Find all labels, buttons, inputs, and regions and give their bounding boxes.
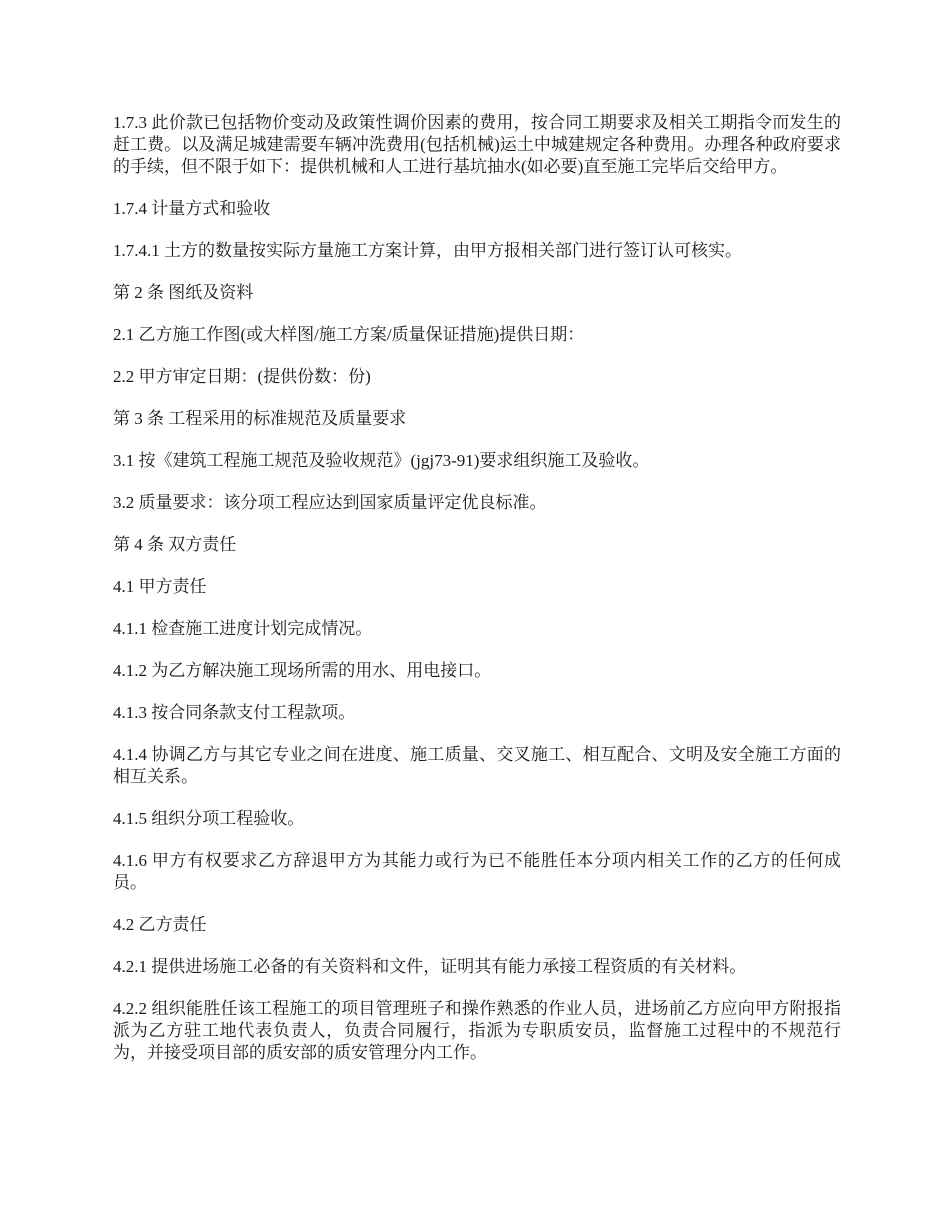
paragraph-4-2: 4.2 乙方责任 xyxy=(113,915,207,934)
paragraph-3-1: 3.1 按《建筑工程施工规范及验收规范》(jgj73-91)要求组织施工及验收。 xyxy=(113,451,650,470)
document-page xyxy=(113,112,841,1084)
paragraph-4-1-6: 4.1.6 甲方有权要求乙方辞退甲方为其能力或行为已不能胜任本分项内相关工作的乙方的任何成员。 xyxy=(113,851,841,892)
paragraph-2-2: 2.2 甲方审定日期：(提供份数：份) xyxy=(113,367,371,386)
paragraph-4-1-4: 4.1.4 协调乙方与其它专业之间在进度、施工质量、交叉施工、相互配合、文明及安全施工方面的相互关系。 xyxy=(113,745,841,786)
heading-article-2: 第 2 条 图纸及资料 xyxy=(113,283,254,302)
paragraph-4-1-5: 4.1.5 组织分项工程验收。 xyxy=(113,809,305,828)
paragraph-4-1-3: 4.1.3 按合同条款支付工程款项。 xyxy=(113,703,356,722)
paragraph-4-1-2: 4.1.2 为乙方解决施工现场所需的用水、用电接口。 xyxy=(113,661,492,680)
paragraph-4-1: 4.1 甲方责任 xyxy=(113,577,207,596)
paragraph-4-2-1: 4.2.1 提供进场施工必备的有关资料和文件，证明其有能力承接工程资质的有关材料。 xyxy=(113,957,747,976)
paragraph-3-2: 3.2 质量要求：该分项工程应达到国家质量评定优良标准。 xyxy=(113,493,547,512)
paragraph-4-2-2: 4.2.2 组织能胜任该工程施工的项目管理班子和操作熟悉的作业人员，进场前乙方应向甲方附报指派为乙方驻工地代表负责人，负责合同履行，指派为专职质安员，监督施工过程中的不规范行为，并接受项目部的质安部的质安管理分内工作。 xyxy=(113,999,841,1062)
heading-article-3: 第 3 条 工程采用的标准规范及质量要求 xyxy=(113,409,407,428)
paragraph-1-7-4: 1.7.4 计量方式和验收 xyxy=(113,199,271,218)
heading-article-4: 第 4 条 双方责任 xyxy=(113,535,237,554)
paragraph-1-7-3: 1.7.3 此价款已包括物价变动及政策性调价因素的费用，按合同工期要求及相关工期指令而发生的赶工费。以及满足城建需要车辆冲洗费用(包括机械)运土中城建规定各种费用。办理各种政府要求的手续，但不限于如下：提供机械和人工进行基坑抽水(如必要)直至施工完毕后交给甲方。 xyxy=(113,113,841,176)
paragraph-2-1: 2.1 乙方施工作图(或大样图/施工方案/质量保证措施)提供日期： xyxy=(113,325,585,344)
paragraph-4-1-1: 4.1.1 检查施工进度计划完成情况。 xyxy=(113,619,373,638)
paragraph-1-7-4-1: 1.7.4.1 土方的数量按实际方量施工方案计算，由甲方报相关部门进行签订认可核实。 xyxy=(113,241,742,260)
